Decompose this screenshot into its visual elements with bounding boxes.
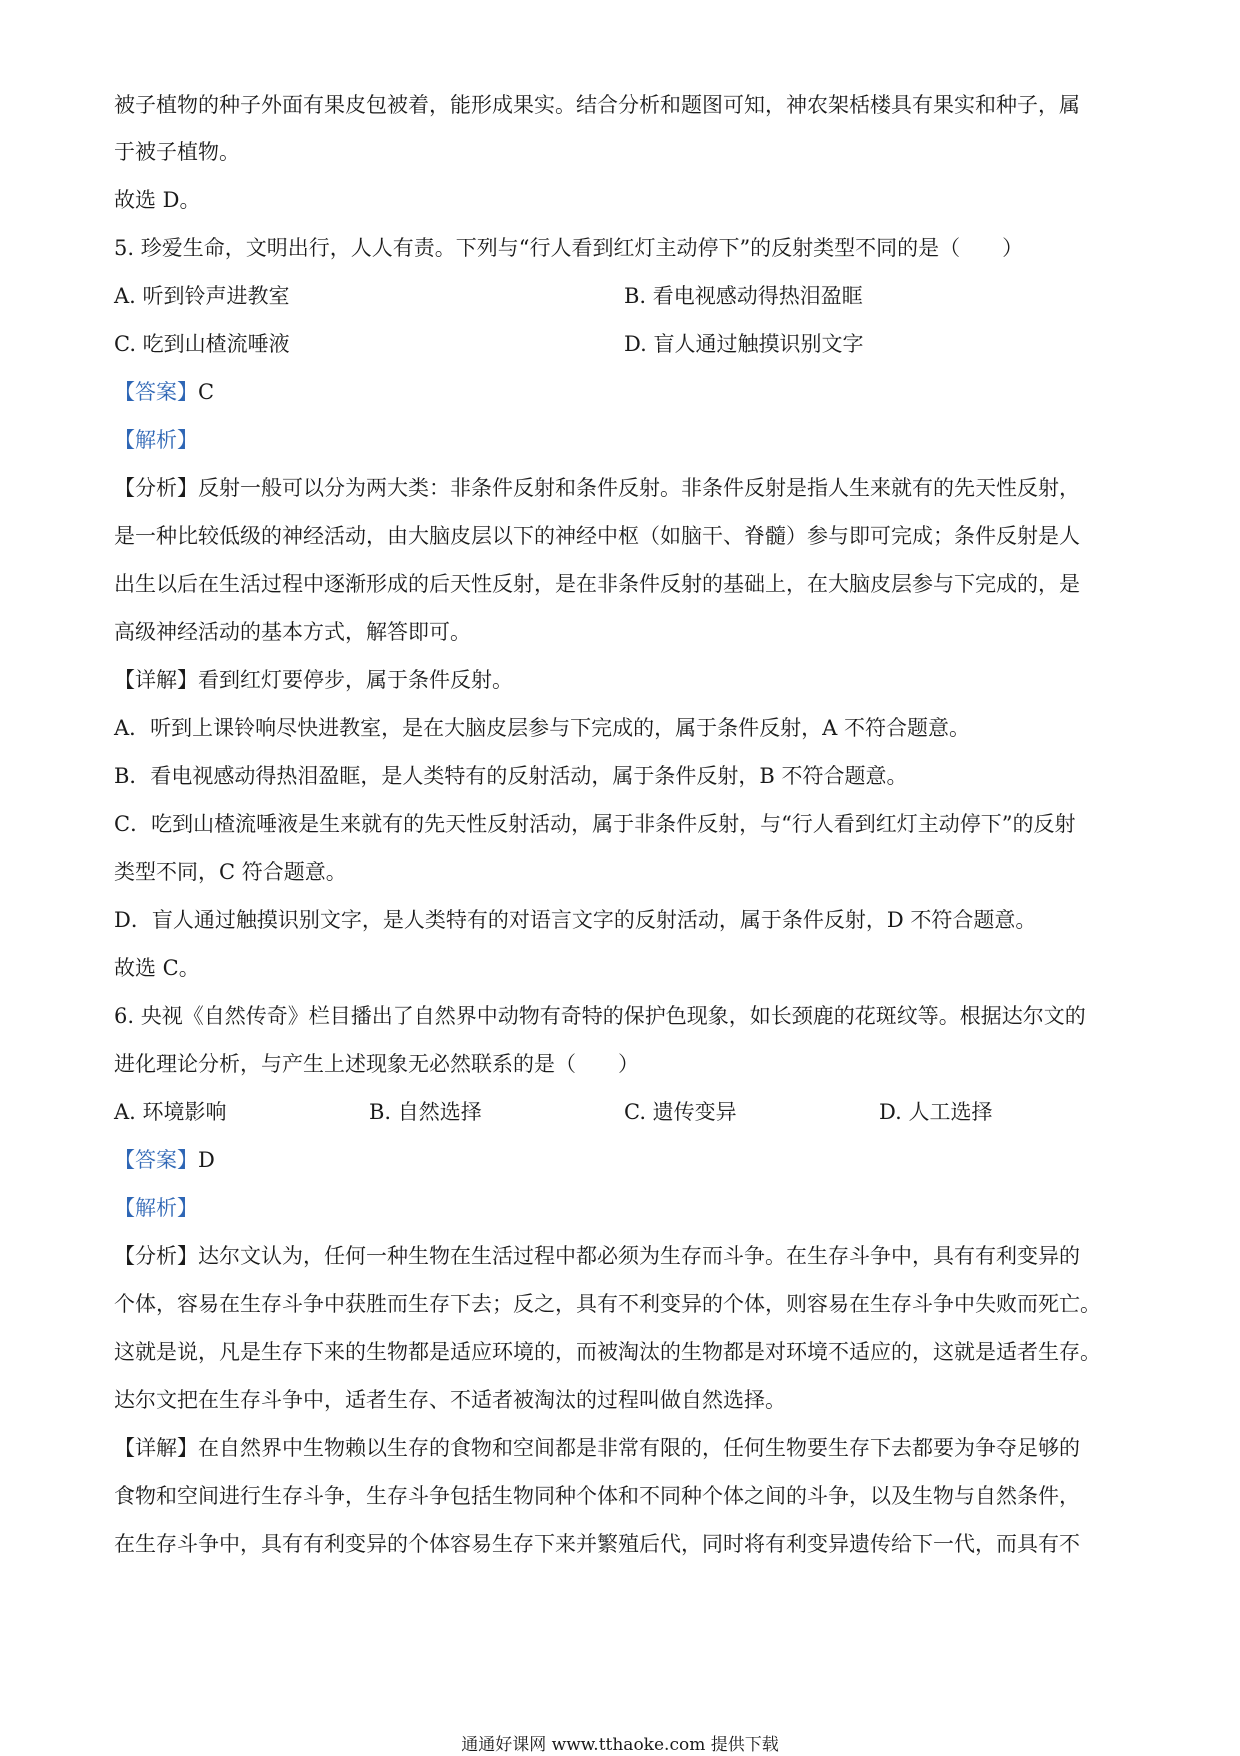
- detail-text: 在自然界中生物赖以生存的食物和空间都是非常有限的，任何生物要生存下去都要为争夺足够的: [198, 1436, 1080, 1460]
- detail-tag: 【详解】: [114, 668, 198, 692]
- text-line: 出生以后在生活过程中逐渐形成的后天性反射，是在非条件反射的基础上，在大脑皮层参与下完成的，是: [114, 572, 1080, 596]
- q6-answer: [114, 1146, 1134, 1174]
- text-line: 个体，容易在生存斗争中获胜而生存下去；反之，具有不利变异的个体，则容易在生存斗争中失败而死亡。: [114, 1292, 1101, 1316]
- jiexi-tag: 【解析】: [114, 1196, 198, 1220]
- text-line: 被子植物的种子外面有果皮包被着，能形成果实。结合分析和题图可知，神农架栝楼具有果实和种子，属: [114, 93, 1080, 117]
- question-5-stem: 5. 珍爱生命，文明出行，人人有责。下列与“行人看到红灯主动停下”的反射类型不同的是（ ）: [114, 236, 1024, 260]
- answer-value: D: [198, 1148, 215, 1172]
- q5-option-d: D. 盲人通过触摸识别文字: [624, 332, 864, 356]
- answer-value: C: [198, 380, 215, 404]
- text-line: 类型不同，C 符合题意。: [114, 860, 347, 884]
- text-line: 于被子植物。: [114, 140, 240, 164]
- detail-tag: 【详解】: [114, 1436, 198, 1460]
- text-line: 进化理论分析，与产生上述现象无必然联系的是（ ）: [114, 1052, 639, 1076]
- text-line: B．看电视感动得热泪盈眶，是人类特有的反射活动，属于条件反射，B 不符合题意。: [114, 764, 908, 788]
- q6-option-a: A. 环境影响: [114, 1100, 227, 1124]
- q5-option-c: C. 吃到山楂流唾液: [114, 332, 290, 356]
- q5-jiexi: [114, 426, 1134, 454]
- answer-tag: 【答案】: [114, 380, 198, 404]
- text-line: A．听到上课铃响尽快进教室，是在大脑皮层参与下完成的，属于条件反射，A 不符合题意。: [114, 716, 971, 740]
- text-line: 在生存斗争中，具有有利变异的个体容易生存下来并繁殖后代，同时将有利变异遗传给下一代，而具有不: [114, 1532, 1080, 1556]
- text-line: D．盲人通过触摸识别文字，是人类特有的对语言文字的反射活动，属于条件反射，D 不符合题意。: [114, 908, 1037, 932]
- q5-detail: [114, 666, 1134, 694]
- q5-answer: [114, 378, 1134, 406]
- page-footer: 通通好课网 www.tthaoke.com 提供下载: [461, 1735, 779, 1755]
- text-line: 故选 D。: [114, 188, 201, 212]
- q6-detail: [114, 1434, 1134, 1462]
- analysis-text: 反射一般可以分为两大类：非条件反射和条件反射。非条件反射是指人生来就有的先天性反射，: [198, 476, 1080, 500]
- text-line: 食物和空间进行生存斗争，生存斗争包括生物同种个体和不同种个体之间的斗争，以及生物与自然条件，: [114, 1484, 1080, 1508]
- q6-analysis: [114, 1242, 1134, 1270]
- text-line: 达尔文把在生存斗争中，适者生存、不适者被淘汰的过程叫做自然选择。: [114, 1388, 786, 1412]
- text-line: 高级神经活动的基本方式，解答即可。: [114, 620, 471, 644]
- q6-option-d: D. 人工选择: [879, 1100, 993, 1124]
- question-6-stem: 6. 央视《自然传奇》栏目播出了自然界中动物有奇特的保护色现象，如长颈鹿的花斑纹等。根据达尔文的: [114, 1004, 1086, 1028]
- text-line: 这就是说，凡是生存下来的生物都是适应环境的，而被淘汰的生物都是对环境不适应的，这就是适者生存。: [114, 1340, 1101, 1364]
- analysis-tag: 【分析】: [114, 476, 198, 500]
- answer-tag: 【答案】: [114, 1148, 198, 1172]
- q5-option-b: B. 看电视感动得热泪盈眶: [624, 284, 863, 308]
- jiexi-tag: 【解析】: [114, 428, 198, 452]
- q5-option-a: A. 听到铃声进教室: [114, 284, 290, 308]
- text-line: 是一种比较低级的神经活动，由大脑皮层以下的神经中枢（如脑干、脊髓）参与即可完成；条件反射是人: [114, 524, 1080, 548]
- q6-option-c: C. 遗传变异: [624, 1100, 737, 1124]
- detail-text: 看到红灯要停步，属于条件反射。: [198, 668, 513, 692]
- analysis-tag: 【分析】: [114, 1244, 198, 1268]
- text-line: 故选 C。: [114, 956, 200, 980]
- analysis-text: 达尔文认为，任何一种生物在生活过程中都必须为生存而斗争。在生存斗争中，具有有利变异的: [198, 1244, 1080, 1268]
- text-line: C．吃到山楂流唾液是生来就有的先天性反射活动，属于非条件反射，与“行人看到红灯主动停下”的反射: [114, 812, 1076, 836]
- q5-analysis: [114, 474, 1134, 502]
- q6-option-b: B. 自然选择: [369, 1100, 482, 1124]
- q6-jiexi: [114, 1194, 1134, 1222]
